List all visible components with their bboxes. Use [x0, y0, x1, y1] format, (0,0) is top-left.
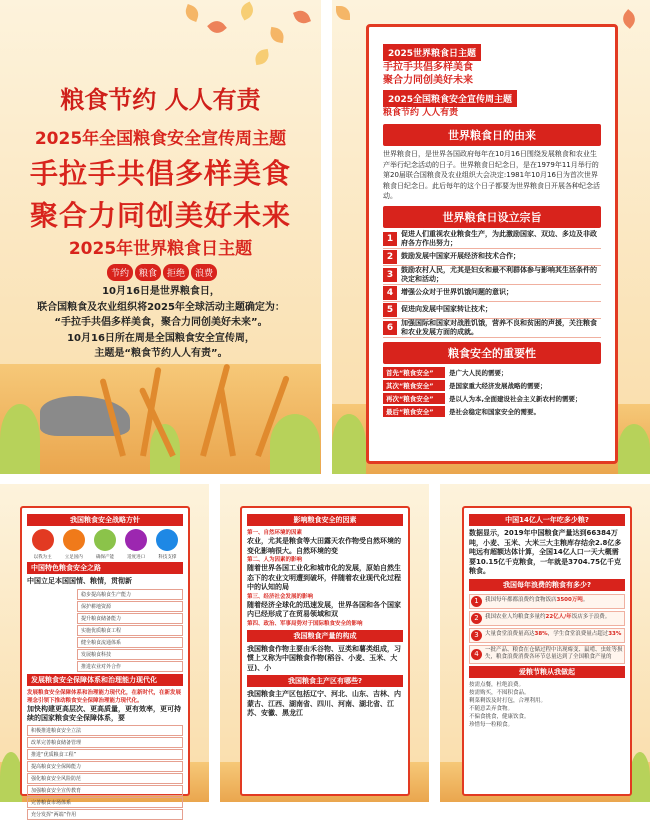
- bush-decoration: [270, 414, 320, 474]
- path-item: 健全粮食流通体系: [77, 637, 183, 648]
- strategy-label: 确保产能: [95, 555, 114, 560]
- aim-item: [383, 319, 601, 338]
- theme-tag: 2025全国粮食安全宣传周主题: [383, 90, 517, 107]
- content-card: [240, 506, 410, 796]
- measure-item: 推进“优质粮食工程”: [27, 749, 183, 760]
- strategy-icon: [156, 529, 178, 551]
- consumption-text: 数据显示，2019年中国粮食产量达到66384万吨，小麦、玉米、大米三大主粮库存结余2.8亿多吨远有超额达体计算，全国14亿人口一天大概需要10.15亿千克粮食，一年就是3704.75亿千克粮食。: [469, 529, 622, 575]
- strategy-icon: [125, 529, 147, 551]
- fact-text: 饭店多于浪费。: [571, 614, 611, 621]
- measure-list: [27, 725, 183, 820]
- fact-number: 4: [471, 649, 482, 660]
- theme-headline-1: 手拉手共倡多样美食: [29, 157, 291, 190]
- strategy-icons: [27, 529, 183, 551]
- aim-number: 5: [383, 303, 397, 317]
- fact-text: 一批产品、粮食在仓储过程中出现霉变、鼠啃、虫蛀等损失，粮食浪费消费各环节总量达到了全国粮食产量的: [485, 646, 623, 660]
- aim-item: [383, 302, 601, 319]
- aims-list: [383, 230, 601, 338]
- importance-list: [383, 367, 601, 417]
- aim-number: 3: [383, 268, 397, 282]
- leaf-decoration: [336, 6, 350, 20]
- section-header: 影响粮食安全的因素: [247, 514, 403, 526]
- tip-item: 不偏食挑食，健康饮食。: [469, 713, 530, 720]
- strategy-icon: [32, 529, 54, 551]
- importance-text: 是广大人民的需要；: [449, 368, 508, 377]
- path-item: 发展粮食科技: [77, 649, 183, 660]
- bush-decoration: [332, 414, 366, 474]
- bush-decoration: [0, 752, 22, 802]
- importance-text: 是社会稳定和国家安全的需要。: [449, 407, 540, 416]
- importance-text: 是以人为本,全面建设社会主义新农村的需要；: [449, 394, 582, 403]
- importance-text: 是国家重大经济发展战略的需要；: [449, 381, 547, 390]
- fact-text: 我国每年都都浪费约食物饭店: [485, 597, 557, 604]
- tip-item: 按需点餐，杜绝浪费。: [469, 681, 525, 688]
- slogan-pill: 拒绝: [163, 264, 189, 281]
- strategy-icon: [94, 529, 116, 551]
- section-header: 我国粮食主产区有哪些?: [247, 675, 403, 687]
- poster-factors: [220, 484, 429, 802]
- waste-fact: [469, 611, 625, 626]
- section-header: 世界粮食日的由来: [383, 124, 601, 146]
- intro-line: 主题是“粮食节约人人有责”。: [94, 348, 228, 359]
- aim-item: [383, 266, 601, 285]
- importance-label: 首先“粮食安全”: [383, 367, 445, 378]
- slogan-pills: [107, 264, 217, 281]
- bush-decoration: [630, 752, 650, 802]
- path-item: 保护耕地资源: [77, 601, 183, 612]
- fact-highlight: 38%: [534, 631, 548, 638]
- fact-text: 我国农业人均粮食多量约: [485, 614, 546, 621]
- intro-line: 联合国粮食及农业组织将2025年全球活动主题确定为：: [37, 301, 285, 313]
- factor-text: 随着经济全球化的迅速发展，世界各国和各个国家内已经形成了在贸易领域和双: [247, 600, 401, 618]
- aim-number: 2: [383, 250, 397, 264]
- bush-decoration: [0, 404, 40, 474]
- section-header: 我国粮食产量的构成: [247, 630, 403, 642]
- strategy-labels: [27, 554, 183, 560]
- measure-item: 充分发挥“两端”作用: [27, 809, 183, 820]
- importance-label: 最后“粮食安全”: [383, 406, 445, 417]
- aim-number: 4: [383, 286, 397, 300]
- leaf-decoration: [183, 4, 201, 22]
- path-item: 实施优质粮食工程: [77, 625, 183, 636]
- theme-line: 聚合力同创美好未来: [383, 75, 473, 86]
- section-header: 我国粮食安全战略方针: [27, 514, 183, 526]
- waste-fact: [469, 628, 625, 643]
- section-header: 中国特色粮食安全之路: [27, 562, 183, 574]
- leaf-decoration: [269, 27, 285, 43]
- theme-line: 手拉手共倡多样美食: [383, 62, 473, 73]
- fact-highlight: 3500万吨: [556, 597, 583, 604]
- leaf-decoration: [293, 8, 311, 26]
- strategy-label: 以我为主: [33, 555, 52, 560]
- measure-item: 加强粮食安全宣传教育: [27, 785, 183, 796]
- theme-headline-2: 聚合力同创美好未来: [29, 199, 291, 232]
- poster-title: 粮食节约 人人有责: [60, 86, 261, 114]
- importance-item: [383, 367, 601, 378]
- theme-line: 粮食节约 人人有责: [383, 108, 459, 118]
- path-list: [27, 589, 183, 672]
- measure-item: 提高粮食安全保障能力: [27, 761, 183, 772]
- factor-subheading: 第四、政治、军事局势对于国际粮食安全的影响: [247, 620, 363, 627]
- content-card: [366, 24, 618, 464]
- waste-facts: [469, 594, 625, 664]
- body-text: 加快构建更高层次、更高质量，更有效率，更可持续的国家粮食安全保障体系，要: [27, 704, 181, 722]
- poster-main: [0, 0, 321, 474]
- slogan-pill: 浪费: [191, 264, 217, 281]
- tip-item: 按需购买，不囤积食品。: [469, 689, 530, 696]
- fact-text: 。: [582, 597, 589, 604]
- region-text: 我国粮食主产区包括辽宁、河北、山东、吉林、内蒙古、江西、湖南省、四川、河南、湖北省、江苏、安徽、黑龙江: [247, 690, 401, 717]
- aim-text: 加强国际和国家对战胜饥饿，营养不良和贫困的声援，关注粮食和农业发展方面的成就。: [401, 318, 597, 336]
- importance-label: 再次“粮食安全”: [383, 393, 445, 404]
- factor-text: 随着世界各国工业化和城市化的发展，原始自然生态下的农业文明遭到破坏，伴随着农业现代化过程中的认知的局: [247, 564, 401, 591]
- measure-item: 改革完善粮食储备管理: [27, 737, 183, 748]
- content-card: [462, 506, 632, 796]
- leaf-decoration: [237, 1, 256, 20]
- highlight-text: 发展粮食安全保障体系和治理能力现代化，在新时代，在新发展理念引领下推动粮食安全保障治理能力现代化。: [27, 689, 182, 704]
- section-header: 世界粮食日设立宗旨: [383, 206, 601, 228]
- importance-item: [383, 380, 601, 391]
- strategy-label: 科技支撑: [158, 555, 177, 560]
- theme-tag: 2025世界粮食日主题: [383, 44, 481, 61]
- section-header: 我国每年浪费的粮食有多少?: [469, 579, 625, 591]
- aim-number: 1: [383, 232, 397, 246]
- path-item: 推进农业对外合作: [77, 661, 183, 672]
- world-food-day-subtitle: 2025年世界粮食日主题: [68, 239, 253, 259]
- theme-subtitle: 2025年全国粮食安全宣传周主题: [34, 129, 287, 149]
- section-header: 中国14亿人一年吃多少粮?: [469, 514, 625, 526]
- aim-item: [383, 230, 601, 249]
- composition-text: 我国粮食作物主要由禾谷物、豆类和薯类组成，习惯上又称为中国粮食作物(稻谷、小麦、玉米、大豆)、小: [247, 644, 401, 672]
- section-header: 粮食安全的重要性: [383, 342, 601, 364]
- measure-item: 积极推进粮食安全立法: [27, 725, 183, 736]
- bush-decoration: [618, 424, 650, 474]
- waste-fact: [469, 645, 625, 664]
- origin-text: 世界粮食日，是世界各国政府每年在10月16日围绕发展粮食和农业生产举行纪念活动的日子。世界粮食日纪念日，是在1979年11月举行的第20届联合国粮食及农业组织大会决定:1981年10月16日为首次世界粮食日纪念日。此后每年的这个日子都要为世界粮食日开展各种纪念活动。: [383, 150, 600, 200]
- intro-text: [30, 284, 292, 362]
- slogan-pill: 节约: [107, 264, 133, 281]
- aim-text: 促进人们重视农业粮食生产，为此激励国家、双边、多边及非政府各方作出努力；: [401, 229, 597, 247]
- leaf-decoration: [619, 9, 639, 29]
- intro-line: 10月16日所在周是全国粮食安全宣传周，: [67, 332, 255, 344]
- fact-highlight: 22亿人/年: [545, 614, 572, 621]
- aim-number: 6: [383, 321, 397, 335]
- slogan-pill: 粮食: [135, 264, 161, 281]
- poster-world-food-day: [332, 0, 650, 474]
- path-item: 提升粮食储备能力: [77, 613, 183, 624]
- tips-list: [469, 681, 625, 729]
- factor-subheading: 第二、人为因素的影响: [247, 557, 303, 563]
- fact-highlight: 33%: [608, 631, 622, 638]
- intro-line: “手拉手共倡多样美食，聚合力同创美好未来”。: [54, 317, 268, 328]
- factor-subheading: 第一、自然环境的因素: [247, 530, 303, 536]
- fact-number: 3: [471, 630, 482, 641]
- fact-text: ，学生食堂浪费量占超过: [547, 631, 609, 638]
- strategy-label: 立足国内: [64, 555, 83, 560]
- factor-text: 农业，尤其是粮食等大田露天农作物受自然环境的变化影响很大。自然环境的变: [247, 537, 401, 555]
- factor-subheading: 第三、经济社会发展的影响: [247, 593, 314, 600]
- content-card: [20, 506, 190, 818]
- tip-item: 珍惜每一粒粮食。: [469, 721, 514, 728]
- aim-text: 促进向发展中国家转让技术；: [401, 305, 492, 313]
- aim-item: [383, 249, 601, 266]
- measure-item: 强化粮食安全风险防范: [27, 773, 183, 784]
- measure-item: 完善粮食市场体系: [27, 797, 183, 808]
- aim-text: 鼓励农村人民，尤其是妇女和最不利群体参与影响其生活条件的决定和活动；: [401, 265, 597, 283]
- tip-item: 不随意丢弃食物。: [469, 705, 514, 712]
- importance-label: 其次“粮食安全”: [383, 380, 445, 391]
- section-header: 发展粮食安全保障体系和治理能力现代化: [27, 674, 183, 686]
- section-header: 爱粮节粮从我做起: [469, 666, 625, 678]
- path-item: 稳步提高粮食生产能力: [77, 589, 183, 600]
- intro-line: 10月16日是世界粮食日，: [102, 286, 220, 297]
- poster-consumption: [440, 484, 650, 802]
- aim-text: 增强公众对于世界饥饿问题的意识；: [401, 288, 513, 296]
- waste-fact: [469, 594, 625, 609]
- strategy-icon: [63, 529, 85, 551]
- aim-item: [383, 285, 601, 302]
- importance-item: [383, 406, 601, 417]
- intro-text: 中国立足本国国情、粮情，贯彻新: [27, 577, 132, 585]
- fact-text: 大量食堂浪费量高达: [485, 631, 535, 638]
- poster-strategy: [0, 484, 209, 818]
- leaf-decoration: [207, 17, 227, 37]
- leaf-decoration: [254, 49, 270, 65]
- fact-number: 2: [471, 613, 482, 624]
- aim-text: 鼓励发展中国家开展经济和技术合作；: [401, 252, 520, 260]
- fact-number: 1: [471, 596, 482, 607]
- strategy-label: 适度进口: [127, 555, 146, 560]
- importance-item: [383, 393, 601, 404]
- tip-item: 剩菜剩饭及时打包，合理利用。: [469, 697, 547, 704]
